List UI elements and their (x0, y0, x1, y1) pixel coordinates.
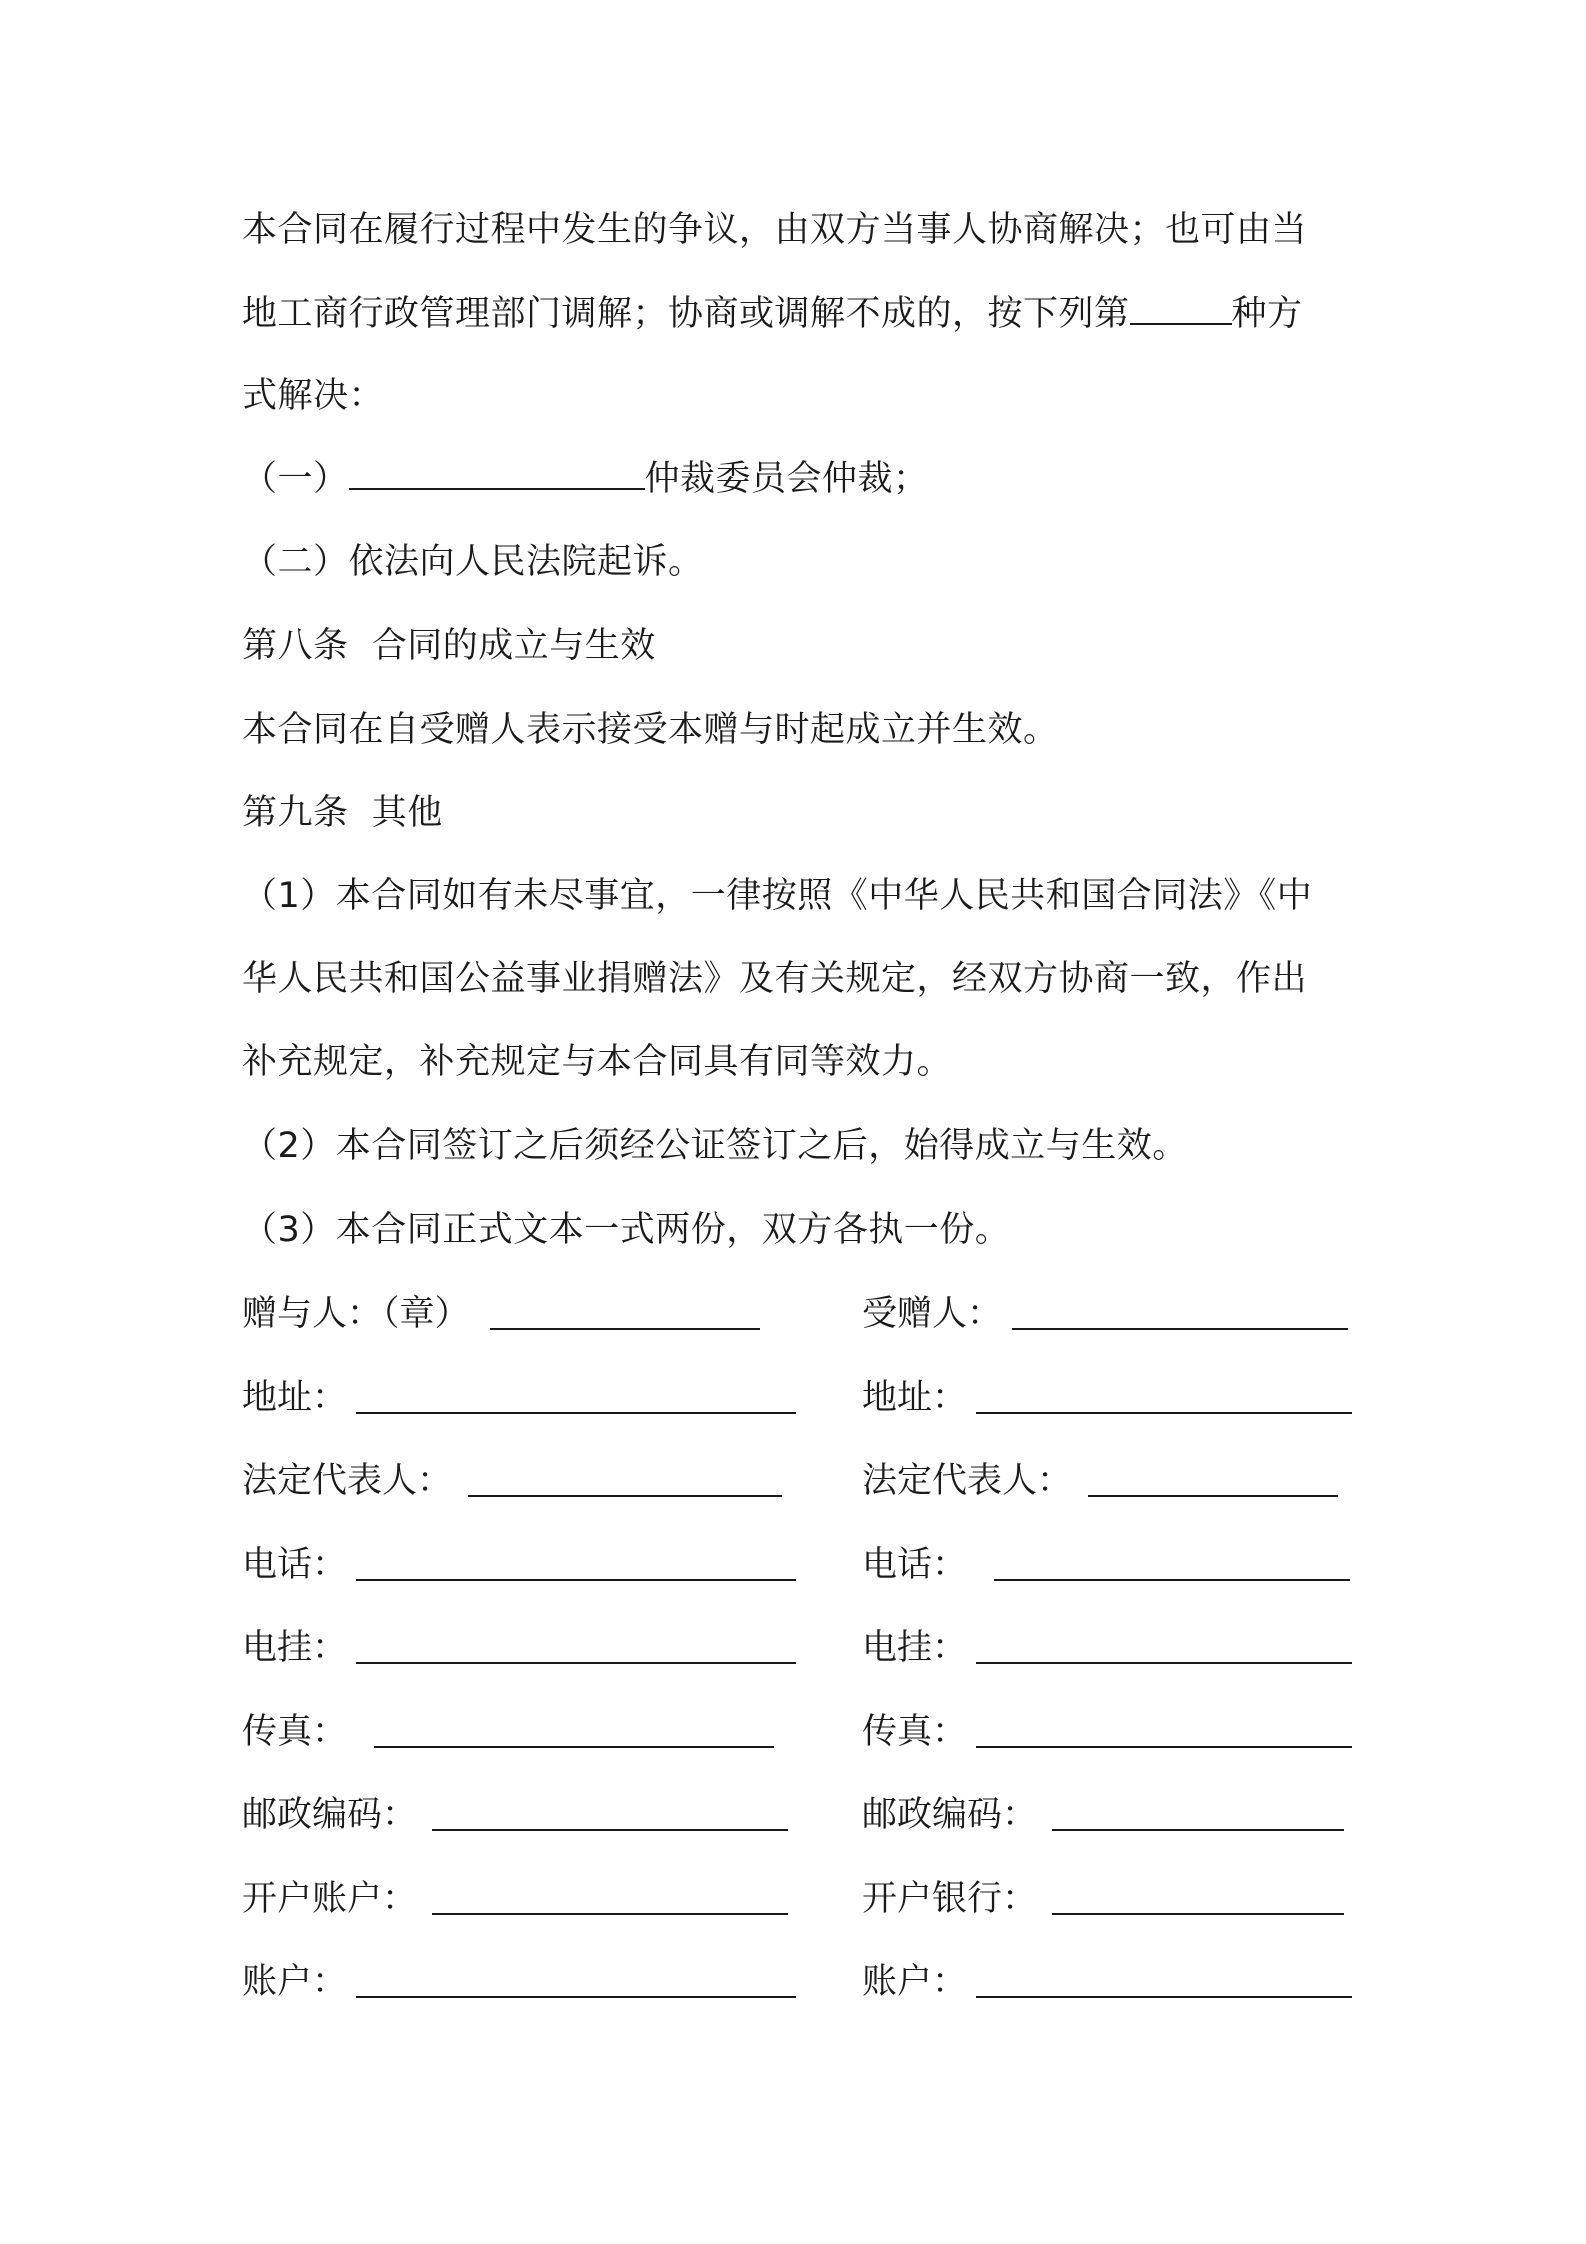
donor-cable-field[interactable] (356, 1662, 796, 1664)
article-9-item-1-line-3: 补充规定，补充规定与本合同具有同等效力。 (242, 1042, 953, 1082)
method-number-blank[interactable] (1130, 293, 1232, 325)
recipient-fax-field[interactable] (976, 1746, 1352, 1748)
dispute-clause-line-3: 式解决： (242, 376, 385, 416)
article-9-item-1-line-2: 华人民共和国公益事业捐赠法》及有关规定，经双方协商一致，作出 (242, 959, 1308, 999)
recipient-phone-field[interactable] (994, 1579, 1350, 1581)
recipient-field[interactable] (1012, 1328, 1348, 1330)
dispute-clause-line-1: 本合同在履行过程中发生的争议，由双方当事人协商解决；也可由当 (242, 210, 1308, 250)
recipient-address-field[interactable] (976, 1412, 1352, 1414)
article-9-item-3: （3）本合同正式文本一式两份，双方各执一份。 (242, 1210, 1011, 1250)
recipient-address-label: 地址： (862, 1378, 968, 1418)
recipient-legal-rep-field[interactable] (1088, 1495, 1338, 1497)
donor-legal-rep-label: 法定代表人： (242, 1461, 453, 1501)
recipient-cable-field[interactable] (976, 1662, 1352, 1664)
signature-row-phone (0, 1543, 1586, 1587)
recipient-postcode-field[interactable] (1052, 1829, 1344, 1831)
recipient-bank-field[interactable] (1052, 1913, 1344, 1915)
arbitration-committee-blank[interactable] (349, 458, 645, 490)
donor-postcode-field[interactable] (432, 1829, 788, 1831)
dispute-clause-line-2-tail: 种方 (1231, 294, 1303, 334)
recipient-account-number-label: 账户： (862, 1962, 968, 2002)
donor-label: 赠与人：（章） (242, 1294, 470, 1334)
option-arbitration-suffix: 仲裁委员会仲裁； (644, 459, 929, 499)
option-arbitration (242, 457, 929, 501)
signature-row-cable (0, 1626, 1586, 1670)
donor-address-field[interactable] (356, 1412, 796, 1414)
recipient-account-number-field[interactable] (976, 1996, 1352, 1998)
recipient-phone-label: 电话： (862, 1545, 968, 1585)
donor-account-field[interactable] (432, 1913, 788, 1915)
recipient-bank-label: 开户银行： (862, 1879, 1038, 1919)
recipient-cable-label: 电挂： (862, 1628, 968, 1668)
donor-cable-label: 电挂： (242, 1628, 348, 1668)
signature-row-address (0, 1376, 1586, 1420)
article-8-heading: 第八条 合同的成立与生效 (242, 626, 656, 666)
recipient-legal-rep-label: 法定代表人： (862, 1461, 1073, 1501)
donor-fax-label: 传真： (242, 1712, 348, 1752)
donor-phone-field[interactable] (356, 1579, 796, 1581)
option-litigation: （二）依法向人民法院起诉。 (242, 542, 704, 582)
article-9-item-1-line-1: （1）本合同如有未尽事宜，一律按照《中华人民共和国合同法》《中 (242, 876, 1313, 916)
dispute-clause-line-2 (242, 292, 1303, 336)
donor-fax-field[interactable] (374, 1746, 774, 1748)
dispute-clause-line-2-text: 地工商行政管理部门调解；协商或调解不成的，按下列第 (242, 294, 1130, 334)
donor-account-number-field[interactable] (356, 1996, 796, 1998)
donor-postcode-label: 邮政编码： (242, 1795, 418, 1835)
article-9-item-2: （2）本合同签订之后须经公证签订之后，始得成立与生效。 (242, 1126, 1188, 1166)
recipient-postcode-label: 邮政编码： (862, 1795, 1038, 1835)
donor-legal-rep-field[interactable] (468, 1495, 782, 1497)
signature-row-bank (0, 1877, 1586, 1921)
donor-account-label: 开户账户： (242, 1879, 418, 1919)
article-8-body: 本合同在自受赠人表示接受本赠与时起成立并生效。 (242, 710, 1059, 750)
donor-account-number-label: 账户： (242, 1962, 348, 2002)
article-9-heading: 第九条 其他 (242, 793, 443, 833)
recipient-label: 受赠人： (862, 1294, 1003, 1334)
donor-seal-field[interactable] (490, 1328, 760, 1330)
donor-phone-label: 电话： (242, 1545, 348, 1585)
signature-row-postcode (0, 1793, 1586, 1837)
signature-row-fax (0, 1710, 1586, 1754)
signature-row-legal-rep (0, 1459, 1586, 1503)
donor-address-label: 地址： (242, 1378, 348, 1418)
recipient-fax-label: 传真： (862, 1712, 968, 1752)
signature-row-donor (0, 1292, 1586, 1336)
signature-row-account-number (0, 1960, 1586, 2004)
option-arbitration-prefix: （一） (242, 459, 349, 499)
